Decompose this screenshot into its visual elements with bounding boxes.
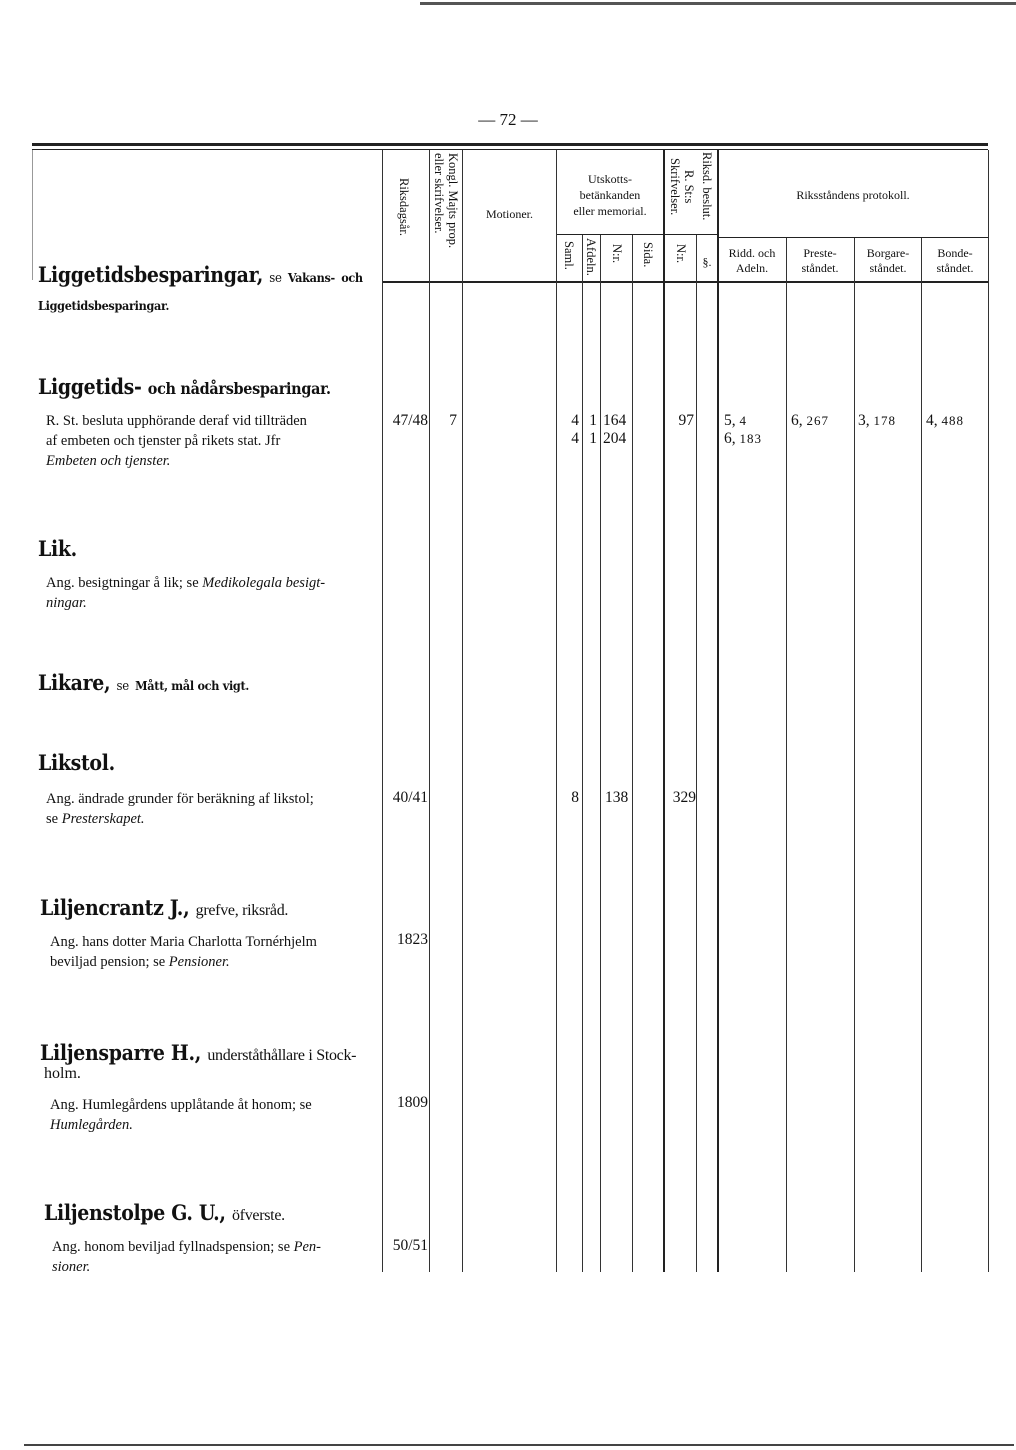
col-line-8: [663, 150, 665, 1272]
header-top-rule: [32, 143, 988, 146]
year-liljenstolpe: 50/51: [392, 1237, 428, 1254]
left-margin-line: [32, 150, 33, 280]
header-kongl: Kongl. Majts prop.: [446, 153, 460, 249]
col-line-12: [854, 238, 855, 1272]
header-utskotts-1: Utskotts-: [587, 172, 632, 186]
afd-liggetids-2: 1: [589, 430, 597, 447]
header-nr-2: N:r.: [674, 244, 688, 264]
entry-title-liggetids-och-nadarsbesparingar: Liggetids- och nådårsbesparingar.: [38, 374, 331, 399]
ridd-liggetids-2: 6, 183: [724, 430, 762, 447]
borgare-liggetids: 3, 178: [858, 412, 896, 429]
saml-liggetids-1: 4: [571, 412, 579, 429]
col-line-2: [429, 150, 430, 1272]
header-rsts-2: Skrifvelser.: [668, 158, 682, 216]
col-line-7: [632, 235, 633, 1272]
col-line-10: [717, 150, 719, 1272]
header-ridd: Ridd. och: [728, 246, 776, 260]
subheader-rule-skr: [664, 234, 718, 235]
nr-likstol: 138: [605, 789, 629, 806]
year-liljencrantz: 1823: [397, 931, 428, 948]
col-line-11: [786, 238, 787, 1272]
col-line-5: [582, 235, 583, 1272]
header-saml: Saml.: [562, 241, 576, 270]
subheader-rule-prot: [718, 237, 988, 238]
header-bonde-2: ståndet.: [936, 261, 974, 275]
nr-liggetids-2: 204: [603, 430, 627, 447]
header-riksd-beslut: Riksd. beslut.: [700, 152, 714, 221]
saml-likstol: 8: [571, 789, 579, 806]
header-nr-1: N:r.: [610, 244, 624, 264]
col-line-9: [696, 235, 697, 1272]
header-borgare: Borgare-: [866, 246, 910, 260]
entry-text-likstol: Ang. ändrade grunder för beräkning af likstol; se Presterskapet.: [46, 791, 314, 827]
bottom-edge-line: [24, 1444, 1014, 1446]
header-utskotts-3: eller memorial.: [573, 204, 647, 218]
col-line-3: [462, 150, 463, 1272]
year-liggetids: 47/48: [392, 412, 428, 429]
entry-title-liljensparre: Liljensparre H., underståthållare i Stock-: [40, 1040, 357, 1065]
page-number: — 72 —: [478, 110, 538, 129]
entry-text-liljencrantz: Ang. hans dotter Maria Charlotta Tornérhjelm beviljad pension; se Pensioner.: [50, 934, 317, 970]
ridd-liggetids-1: 5, 4: [724, 412, 747, 429]
entry-title-likare: Likare, se Mått, mål och vigt.: [38, 670, 249, 695]
year-liljensparre: 1809: [397, 1094, 428, 1111]
entry-text-liggetids: R. St. besluta upphörande deraf vid tillträden af embeten och tjenster på rikets stat. Jfr Embeten och tjenster.: [46, 413, 307, 469]
header-protokoll: Riksståndens protokoll.: [796, 188, 910, 202]
entry-text-liljenstolpe: Ang. honom beviljad fyllnadspension; se Pen- sioner.: [52, 1239, 322, 1275]
header-top-rule-2: [32, 149, 988, 150]
entry-text-lik: Ang. besigtningar å lik; se Medikolegala besigt- ningar.: [46, 575, 326, 611]
header-kongl-2: eller skrifvelser.: [432, 153, 446, 234]
header-sida: Sida.: [641, 242, 655, 268]
nr-liggetids-1: 164: [603, 412, 627, 429]
subheader-rule-utskott: [556, 234, 664, 235]
header-bonde: Bonde-: [937, 246, 973, 260]
saml-liggetids-2: 4: [571, 430, 579, 447]
header-rsts-1: R. St:s: [682, 170, 696, 204]
header-afdeln: Afdeln.: [584, 238, 598, 276]
bonde-liggetids: 4, 488: [926, 412, 964, 429]
col-line-6: [600, 235, 601, 1272]
header-bottom-rule: [382, 281, 988, 283]
entry-title-likstol: Likstol.: [38, 750, 115, 775]
entry-title-lik: Lik.: [38, 536, 77, 561]
col-line-14: [988, 150, 989, 1272]
header-utskotts-2: betänkanden: [579, 188, 641, 202]
header-para: §.: [702, 255, 712, 269]
year-likstol: 40/41: [392, 789, 428, 806]
entry-text-liljensparre: Ang. Humlegårdens upplåtande åt honom; se Humlegården.: [50, 1097, 312, 1133]
header-preste: Preste-: [803, 246, 837, 260]
skr-liggetids: 97: [678, 412, 694, 429]
top-edge-line: [420, 2, 1016, 5]
header-adeln: Adeln.: [735, 261, 769, 275]
entry-desc-liljensparre: holm.: [44, 1065, 81, 1082]
header-borgare-2: ståndet.: [869, 261, 907, 275]
preste-liggetids: 6, 267: [791, 412, 829, 429]
header-preste-2: ståndet.: [801, 261, 839, 275]
skr-likstol: 329: [672, 789, 696, 806]
header-motioner: Motioner.: [486, 207, 533, 221]
entry-title-liljencrantz: Liljencrantz J., grefve, riksråd.: [40, 895, 289, 920]
entry-title-liggetidsbesparingar: Liggetidsbesparingar, se Vakans- och: [38, 262, 363, 287]
header-riksdagsar: Riksdagsår.: [397, 178, 411, 236]
entry-title-liljenstolpe: Liljenstolpe G. U., öfverste.: [44, 1200, 285, 1225]
afd-liggetids-1: 1: [589, 412, 597, 429]
entry-ref-liggetidsbesparingar: Liggetidsbesparingar.: [38, 298, 170, 313]
col-line-4: [556, 150, 557, 1272]
kongl-liggetids: 7: [449, 412, 457, 429]
col-line-13: [921, 238, 922, 1272]
